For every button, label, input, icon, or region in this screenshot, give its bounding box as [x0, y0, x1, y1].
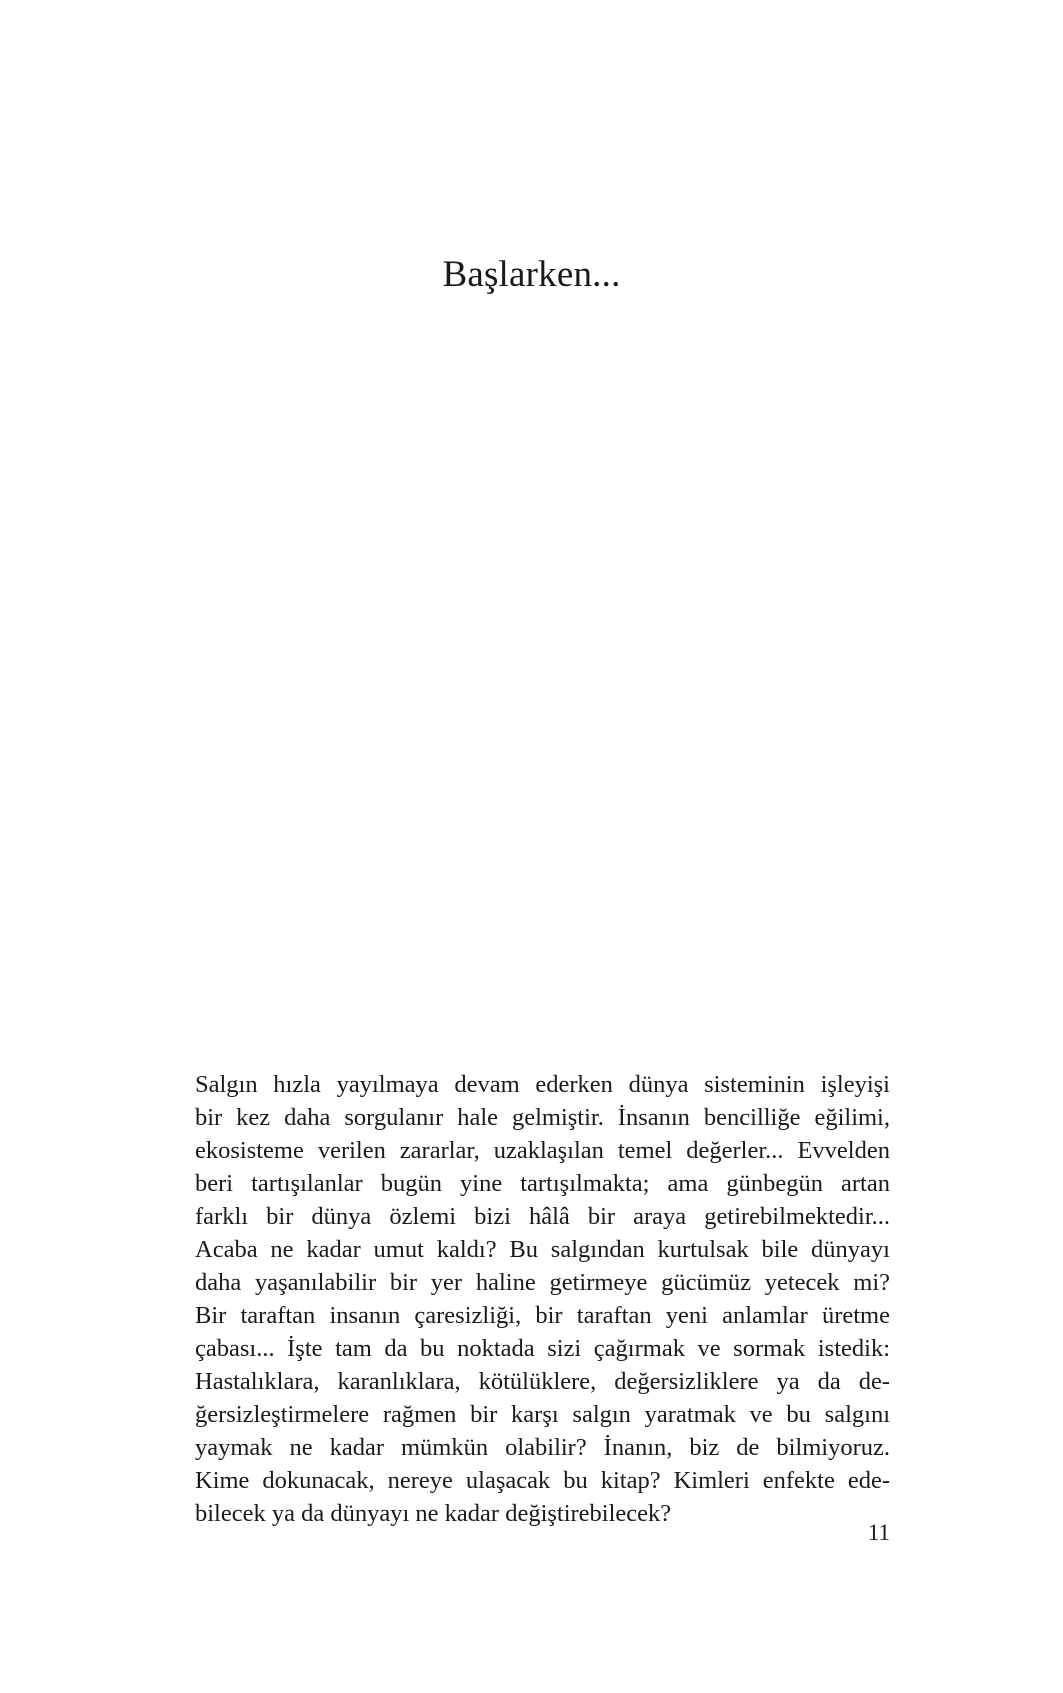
body-line: bir kez daha sorgulanır hale gelmiştir. İnsanın bencilliğe eğilimi,	[195, 1104, 890, 1131]
body-line: beri tartışılanlar bugün yine tartışılmakta; ama günbegün artan	[195, 1170, 890, 1197]
body-line: ğersizleştirmelere rağmen bir karşı salgın yaratmak ve bu salgını	[195, 1401, 890, 1428]
body-paragraph	[195, 1068, 890, 1530]
body-line: Bir taraftan insanın çaresizliği, bir taraftan yeni anlamlar üretme	[195, 1302, 890, 1329]
body-line: daha yaşanılabilir bir yer haline getirmeye gücümüz yetecek mi?	[195, 1269, 890, 1296]
body-line: farklı bir dünya özlemi bizi hâlâ bir araya getirebilmektedir...	[195, 1203, 890, 1230]
body-line: çabası... İşte tam da bu noktada sizi çağırmak ve sormak istedik:	[195, 1335, 890, 1362]
body-line-last: bilecek ya da dünyayı ne kadar değiştirebilecek?	[195, 1500, 672, 1527]
chapter-title: Başlarken...	[442, 253, 621, 295]
body-line: Salgın hızla yayılmaya devam ederken dünya sisteminin işleyişi	[195, 1071, 890, 1098]
body-line: Kime dokunacak, nereye ulaşacak bu kitap? Kimleri enfekte ede-	[195, 1467, 890, 1494]
body-line: Acaba ne kadar umut kaldı? Bu salgından kurtulsak bile dünyayı	[195, 1236, 890, 1263]
page-number: 11	[867, 1520, 890, 1545]
body-line: Hastalıklara, karanlıklara, kötülüklere, değersizliklere ya da de-	[195, 1368, 890, 1395]
body-line: yaymak ne kadar mümkün olabilir? İnanın, biz de bilmiyoruz.	[195, 1434, 890, 1461]
body-line: ekosisteme verilen zararlar, uzaklaşılan temel değerler... Evvelden	[195, 1137, 890, 1164]
